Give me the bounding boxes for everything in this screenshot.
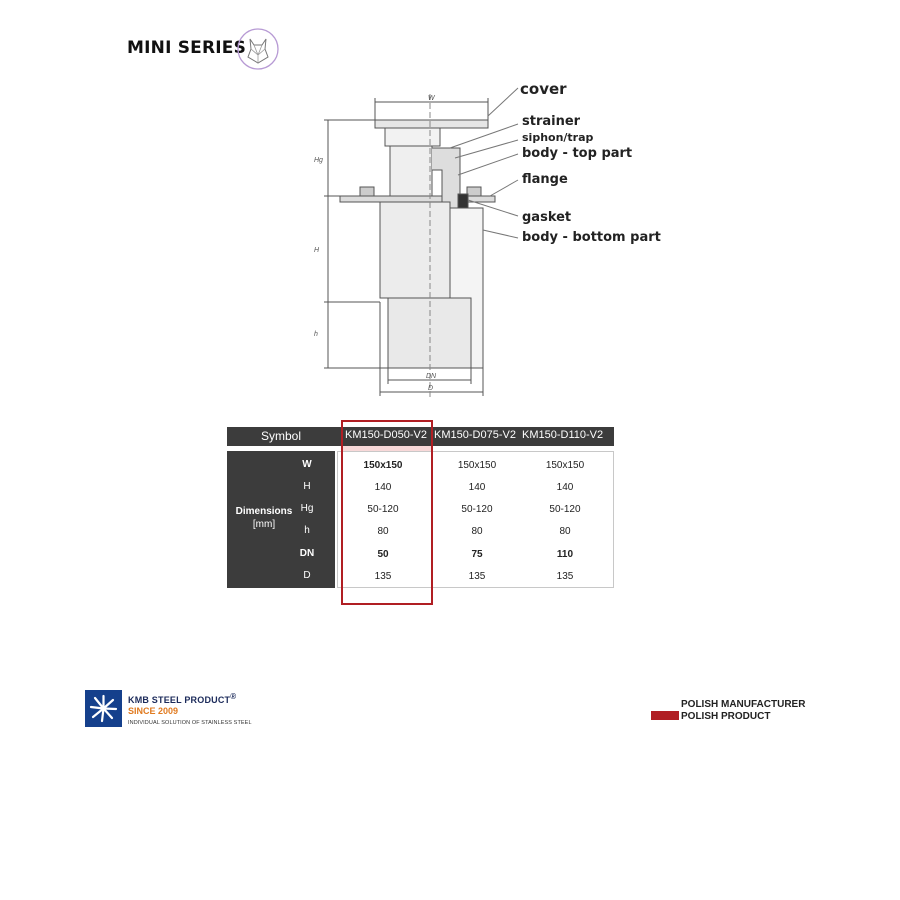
table-cell: 50-120	[549, 504, 581, 515]
table-cell: 135	[556, 571, 574, 582]
table-cell: 135	[374, 571, 392, 582]
row-label-h: H	[303, 481, 311, 492]
callout-strainer: strainer	[522, 114, 581, 129]
polish-product-label: POLISH PRODUCT	[681, 711, 771, 722]
table-cell: 140	[556, 482, 574, 493]
row-label-dn: DN	[299, 548, 315, 559]
table-cell: 75	[471, 549, 483, 560]
table-cell: 150x150	[457, 460, 497, 471]
dim-label-dn: DN	[426, 373, 437, 380]
polish-manufacturer-label: POLISH MANUFACTURER	[681, 699, 806, 710]
table-cell: 50-120	[367, 504, 399, 515]
group-label-line2: [mm]	[252, 519, 276, 530]
row-label-d: D	[303, 570, 311, 581]
symbol-header: Symbol	[261, 429, 302, 443]
table-cell: 50	[377, 549, 389, 560]
callout-flange: flange	[522, 172, 568, 187]
kmb-logo-icon	[85, 690, 122, 727]
table-header	[227, 427, 614, 446]
table-cell: 140	[468, 482, 486, 493]
callout-body-bottom-part: body - bottom part	[522, 230, 661, 245]
table-cell: 140	[374, 482, 392, 493]
column-header-1: KM150-D050-V2	[345, 429, 427, 441]
table-cell: 80	[559, 526, 571, 537]
callout-gasket: gasket	[522, 210, 572, 225]
polish-flag-bar	[651, 711, 679, 720]
row-label-panel	[227, 451, 335, 588]
callout-body-top-part: body - top part	[522, 146, 633, 161]
dim-label-d: D	[428, 385, 434, 392]
drain-cross-section	[300, 80, 520, 400]
column-header-2: KM150-D075-V2	[434, 429, 516, 441]
column-header-3: KM150-D110-V2	[522, 429, 604, 441]
table-cell: 80	[377, 526, 389, 537]
spec-table	[227, 427, 614, 588]
company-name-text: KMB STEEL PRODUCT	[128, 695, 231, 705]
table-cell: 80	[471, 526, 483, 537]
callout-siphon-trap: siphon/trap	[522, 131, 594, 144]
table-values	[337, 451, 614, 588]
group-label-line1: Dimensions	[235, 506, 293, 517]
table-cell: 110	[556, 549, 574, 560]
registered-mark: ®	[230, 692, 237, 701]
table-cell: 50-120	[461, 504, 493, 515]
fox-logo-icon	[236, 27, 280, 71]
since-label: SINCE 2009	[128, 706, 179, 716]
table-cell: 150x150	[545, 460, 585, 471]
dim-label-h-upper: H	[314, 247, 320, 254]
table-cell: 135	[468, 571, 486, 582]
company-tagline: INDIVIDUAL SOLUTION OF STAINLESS STEEL	[128, 720, 252, 726]
dim-label-h-lower: h	[314, 331, 318, 338]
row-label-h-small: h	[304, 525, 310, 536]
company-name	[128, 692, 236, 705]
technical-drawing	[300, 80, 520, 405]
callout-cover: cover	[520, 80, 567, 98]
table-cell: 150x150	[363, 460, 403, 471]
series-title: MINI SERIES	[127, 38, 247, 58]
dim-label-w: W	[428, 95, 435, 102]
dim-label-hg: Hg	[314, 157, 323, 164]
row-label-w: W	[302, 459, 312, 470]
row-label-hg: Hg	[300, 503, 314, 514]
